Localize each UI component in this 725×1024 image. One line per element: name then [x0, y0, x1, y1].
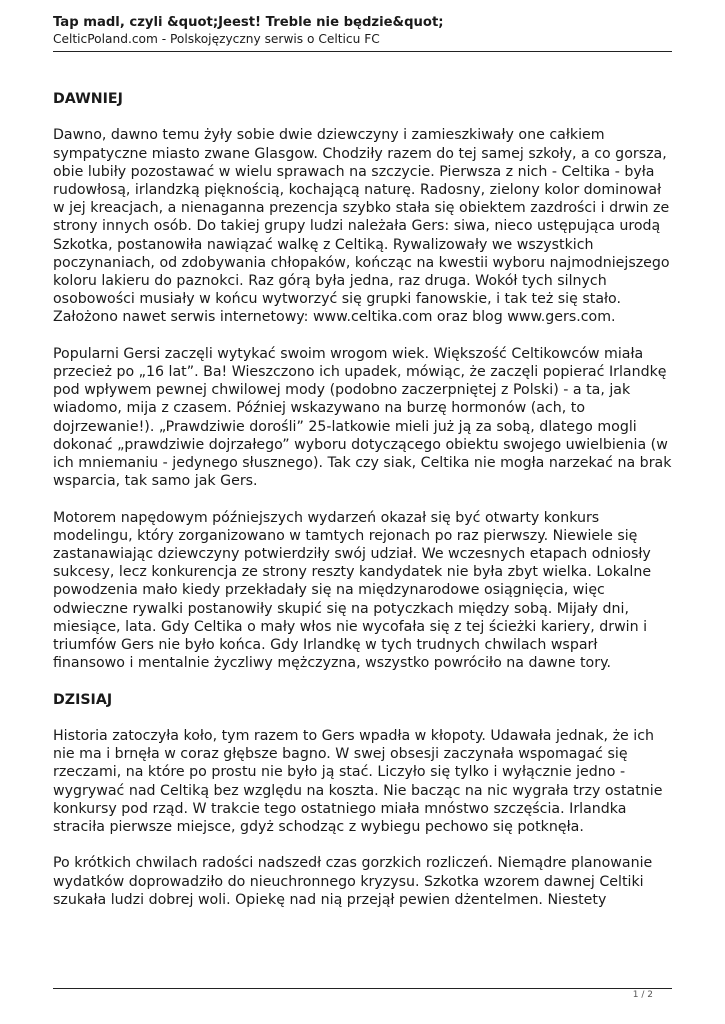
- section-heading-dzisiaj: DZISIAJ: [53, 691, 113, 708]
- site-subtitle: CelticPoland.com - Polskojęzyczny serwis o Celticu FC: [53, 32, 380, 46]
- paragraph: Historia zatoczyła koło, tym razem to Gers wpadła w kłopoty. Udawała jednak, że ich nie ma i brnęła w coraz głębsze bagno. W swej obsesji zaczynała wspomagać się rzeczami, na które po prostu nie było ją stać. Liczyło się tylko i wyłącznie jedno - wygrywać nad Celtiką bez względu na koszta. Nie bacząc na nic wygrała trzy ostatnie konkursy pod rząd. W trakcie tego ostatniego miała mnóstwo szczęścia. Irlandka straciła pierwsze miejsce, gdyż schodząc z wybiegu pechowo się potknęła.: [53, 728, 663, 836]
- footer-divider: [53, 988, 672, 989]
- document-title: Tap madl, czyli &quot;Jeest! Treble nie będzie&quot;: [53, 15, 444, 30]
- paragraph: Po krótkich chwilach radości nadszedł czas gorzkich rozliczeń. Niemądre planowanie wydatków doprowadziło do nieuchronnego kryzysu. Szkotka wzorem dawnej Celtiki szukała ludzi dobrej woli. Opiekę nad nią przejął pewien dżentelmen. Niestety: [53, 855, 653, 908]
- article-body: [53, 90, 673, 927]
- document-header: [53, 14, 672, 47]
- paragraph: Popularni Gersi zaczęli wytykać swoim wrogom wiek. Większość Celtikowców miała przecież po „16 lat”. Ba! Wieszczono ich upadek, mówiąc, że zaczęli popierać Irlandkę pod wpływem pewnej chwilowej mody (podobno zaczerpniętej z Polski) - a ta, jak wiadomo, mija z czasem. Później wskazywano na burzę hormonów (ach, to dojrzewanie!). „Prawdziwie dorośli” 25-latkowie mieli już ją za sobą, dlatego mogli dokonać „prawdziwie dojrzałego” wyboru dotyczącego obiektu swojego uwielbienia (w ich mniemaniu - jedynego słusznego). Tak czy siak, Celtika nie mogła narzekać na brak wsparcia, tak samo jak Gers.: [53, 345, 672, 490]
- header-divider: [53, 51, 672, 52]
- section-heading-dawniej: DAWNIEJ: [53, 91, 123, 107]
- page-number: 1 / 2: [632, 990, 653, 1000]
- paragraph: Dawno, dawno temu żyły sobie dwie dziewczyny i zamieszkiwały one całkiem sympatyczne miasto zwane Glasgow. Chodziły razem do tej samej szkoły, a co gorsza, obie lubiły pozostawać w wielu sprawach na szczycie. Pierwsza z nich - Celtika - była rudowłosą, irlandzką pięknością, kochającą naturę. Radosny, zielony kolor dominował w jej kreacjach, a nienaganna prezencja szybko stała się obiektem zazdrości i drwin ze strony innych osób. Do takiej grupy ludzi należała Gers: siwa, nieco ustępująca urodą Szkotka, postanowiła nawiązać walkę z Celtiką. Rywalizowały we wszystkich poczynaniach, od zdobywania chłopaków, kończąc na kwestii wyboru najmodniejszego koloru lakieru do paznokci. Raz górą była jedna, raz druga. Wokół tych silnych osobowości musiały w końcu wytworzyć się grupki fanowskie, i tak też się stało. Założono nawet serwis internetowy: www.celtika.com oraz blog www.gers.com.: [53, 127, 670, 326]
- paragraph: Motorem napędowym późniejszych wydarzeń okazał się być otwarty konkurs modelingu, który zorganizowano w tamtych rejonach po raz pierwszy. Niewiele się zastanawiając dziewczyny potwierdziły swój udział. We wczesnych etapach odniosły sukcesy, lecz konkurencja ze strony reszty kandydatek nie była zbyt wielka. Lokalne powodzenia mało kiedy przekładały się na międzynarodowe osiągnięcia, więc odwieczne rywalki postanowiły skupić się na potyczkach między sobą. Mijały dni, miesiące, lata. Gdy Celtika o mały włos nie wycofała się z tej ścieżki kariery, drwin i triumfów Gers nie było końca. Gdy Irlandkę w tych trudnych chwilach wsparł finansowo i mentalnie życzliwy mężczyzna, wszystko powróciło na dawne tory.: [53, 509, 652, 672]
